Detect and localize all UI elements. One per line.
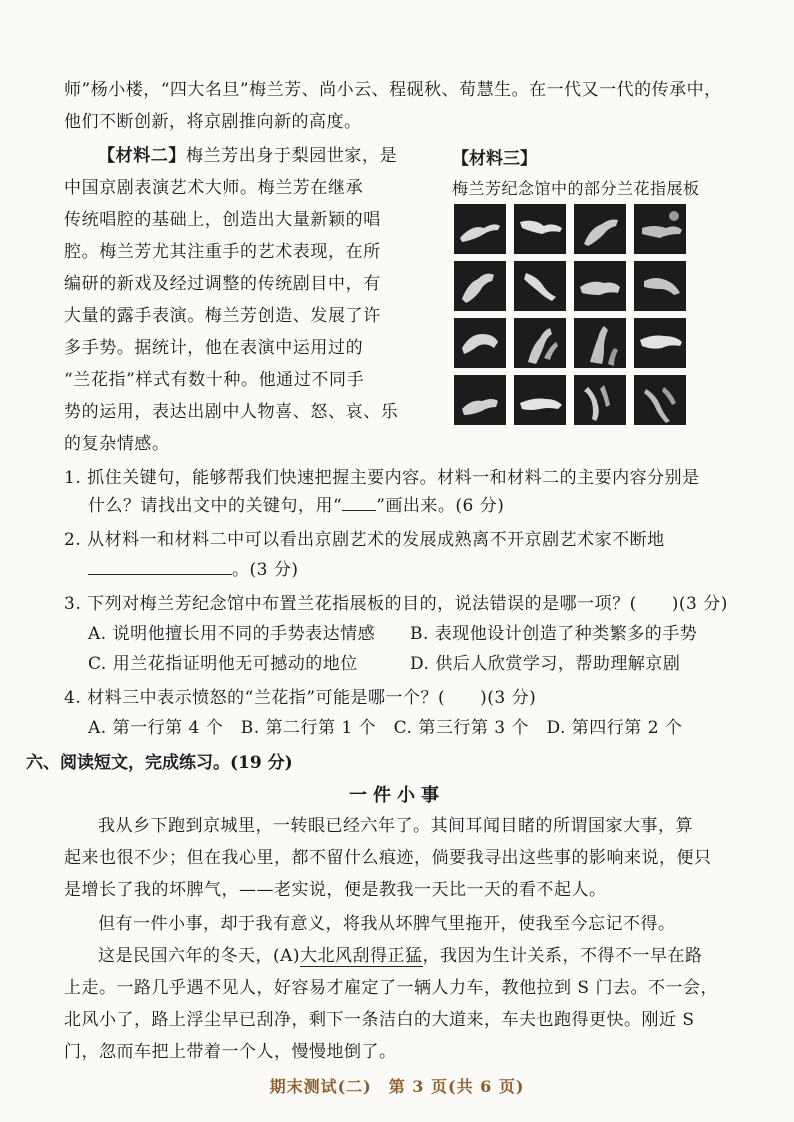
passage-paragraph-3-line: 上走。一路几乎遇不见人，好容易才雇定了一辆人力车，教他拉到 S 门去。不一会， [64,978,718,998]
hand-gesture-photo [454,204,506,254]
question-3-option-b: B. 表现他设计创造了种类繁多的手势 [410,624,698,644]
hand-gesture-photo [634,318,686,368]
passage-paragraph-1-line: 起来也很不少；但在我心里，都不留什么痕迹，倘要我寻出这些事的影响来说，便只 [64,848,712,868]
material2-line: 编研的新戏及经过调整的传统剧目中，有 [64,274,381,294]
passage-paragraph-2: 但有一件小事，却于我有意义，将我从坏脾气里拖开，使我至今忘记不得。 [98,914,676,934]
hand-gesture-photo [514,204,566,254]
question-2-line1: 2. 从材料一和材料二中可以看出京剧艺术的发展成熟离不开京剧艺术家不断地 [64,530,665,550]
passage-paragraph-1-line: 是增长了我的坏脾气，——老实说，便是教我一天比一天的看不起人。 [64,880,607,900]
passage-paragraph-3-line: 北风小了，路上浮尘早已刮净，剩下一条洁白的大道来，车夫也跑得更快。刚近 S [64,1010,695,1030]
hand-gesture-photo [454,318,506,368]
material2-line-text: 梅兰芳出身于梨园世家，是 [186,146,398,166]
material1-continuation-line1: 师”杨小楼，“四大名旦”梅兰芳、尚小云、程砚秋、荀慧生。在一代又一代的传承中， [64,80,722,100]
question-4: 4. 材料三中表示愤怒的“兰花指”可能是哪一个？( )(3 分) [64,688,537,708]
material2-line: 多手势。据统计，他在表演中运用过的 [64,338,364,358]
question-1-text-a: 什么？请找出文中的关键句，用“ [88,496,343,516]
question-3-option-d: D. 供后人欣赏学习，帮助理解京剧 [410,654,681,674]
passage-title: 一件小事 [349,785,445,806]
underline-mark-sample [342,510,376,511]
passage-paragraph-1-line: 我从乡下跑到京城里，一转眼已经六年了。其间耳闻目睹的所谓国家大事，算 [98,816,693,836]
hand-gesture-photo [634,204,686,254]
material2-line: 腔。梅兰芳尤其注重手的艺术表现，在所 [64,242,381,262]
material2-line: 的复杂情感。 [64,434,170,454]
material2-label: 【材料二】 [98,146,186,166]
hand-gesture-photo [574,204,626,254]
hand-gesture-photo [574,375,626,425]
question-1-line1: 1. 抓住关键句，能够帮我们快速把握主要内容。材料一和材料二的主要内容分别是 [64,468,700,488]
passage-text: ，我因为生计关系，不得不一早在路 [422,946,703,966]
material3-label: 【材料三】 [452,149,537,169]
question-2-score: 。(3 分) [232,560,299,580]
question-4-options: A. 第一行第 4 个 B. 第二行第 1 个 C. 第三行第 3 个 D. 第四行第 2 个 [88,718,683,738]
hand-gesture-photo [574,318,626,368]
hand-gesture-photo [514,261,566,311]
material2-line: 中国京剧表演艺术大师。梅兰芳在继承 [64,178,364,198]
material2-line: 势的运用，表达出剧中人物喜、怒、哀、乐 [64,402,399,422]
hand-gesture-photo [634,261,686,311]
passage-paragraph-3-line1 [98,944,703,968]
hand-gesture-photo [634,375,686,425]
question-1-text-b: ”画出来。(6 分) [376,496,505,516]
question-3-option-a: A. 说明他擅长用不同的手势表达情感 [88,624,376,644]
material2-line: 传统唱腔的基础上，创造出大量新颖的唱 [64,210,381,230]
material2-line: “兰花指”样式有数十种。他通过不同手 [64,370,365,390]
passage-paragraph-3-line: 门，忽而车把上带着一个人，慢慢地倒了。 [64,1042,397,1062]
hand-gesture-photo [514,375,566,425]
material2-block [64,140,414,460]
hand-gesture-photo [454,261,506,311]
question-3: 3. 下列对梅兰芳纪念馆中布置兰花指展板的目的，说法错误的是哪一项？( )(3 分) [64,594,728,614]
question-3-option-c: C. 用兰花指证明他无可撼动的地位 [88,654,358,674]
passage-text: 这是民国六年的冬天，(A) [98,946,301,966]
question-2-line2 [88,558,298,582]
material2-line: 大量的露手表演。梅兰芳创造、发展了许 [64,306,381,326]
section-6-heading: 六、阅读短文，完成练习。(19 分) [26,753,293,773]
answer-blank[interactable] [88,574,232,575]
underlined-phrase-a: 大北风刮得正猛 [300,946,423,966]
material2-line [64,140,414,172]
page-footer: 期末测试(二) 第 3 页(共 6 页) [269,1077,525,1096]
orchid-finger-photo-grid [454,204,688,428]
question-1-line2 [88,494,504,518]
hand-gesture-photo [454,375,506,425]
material3-caption: 梅兰芳纪念馆中的部分兰花指展板 [452,179,700,198]
hand-gesture-photo [574,261,626,311]
hand-gesture-photo [514,318,566,368]
material1-continuation-line2: 他们不断创新，将京剧推向新的高度。 [64,112,362,132]
